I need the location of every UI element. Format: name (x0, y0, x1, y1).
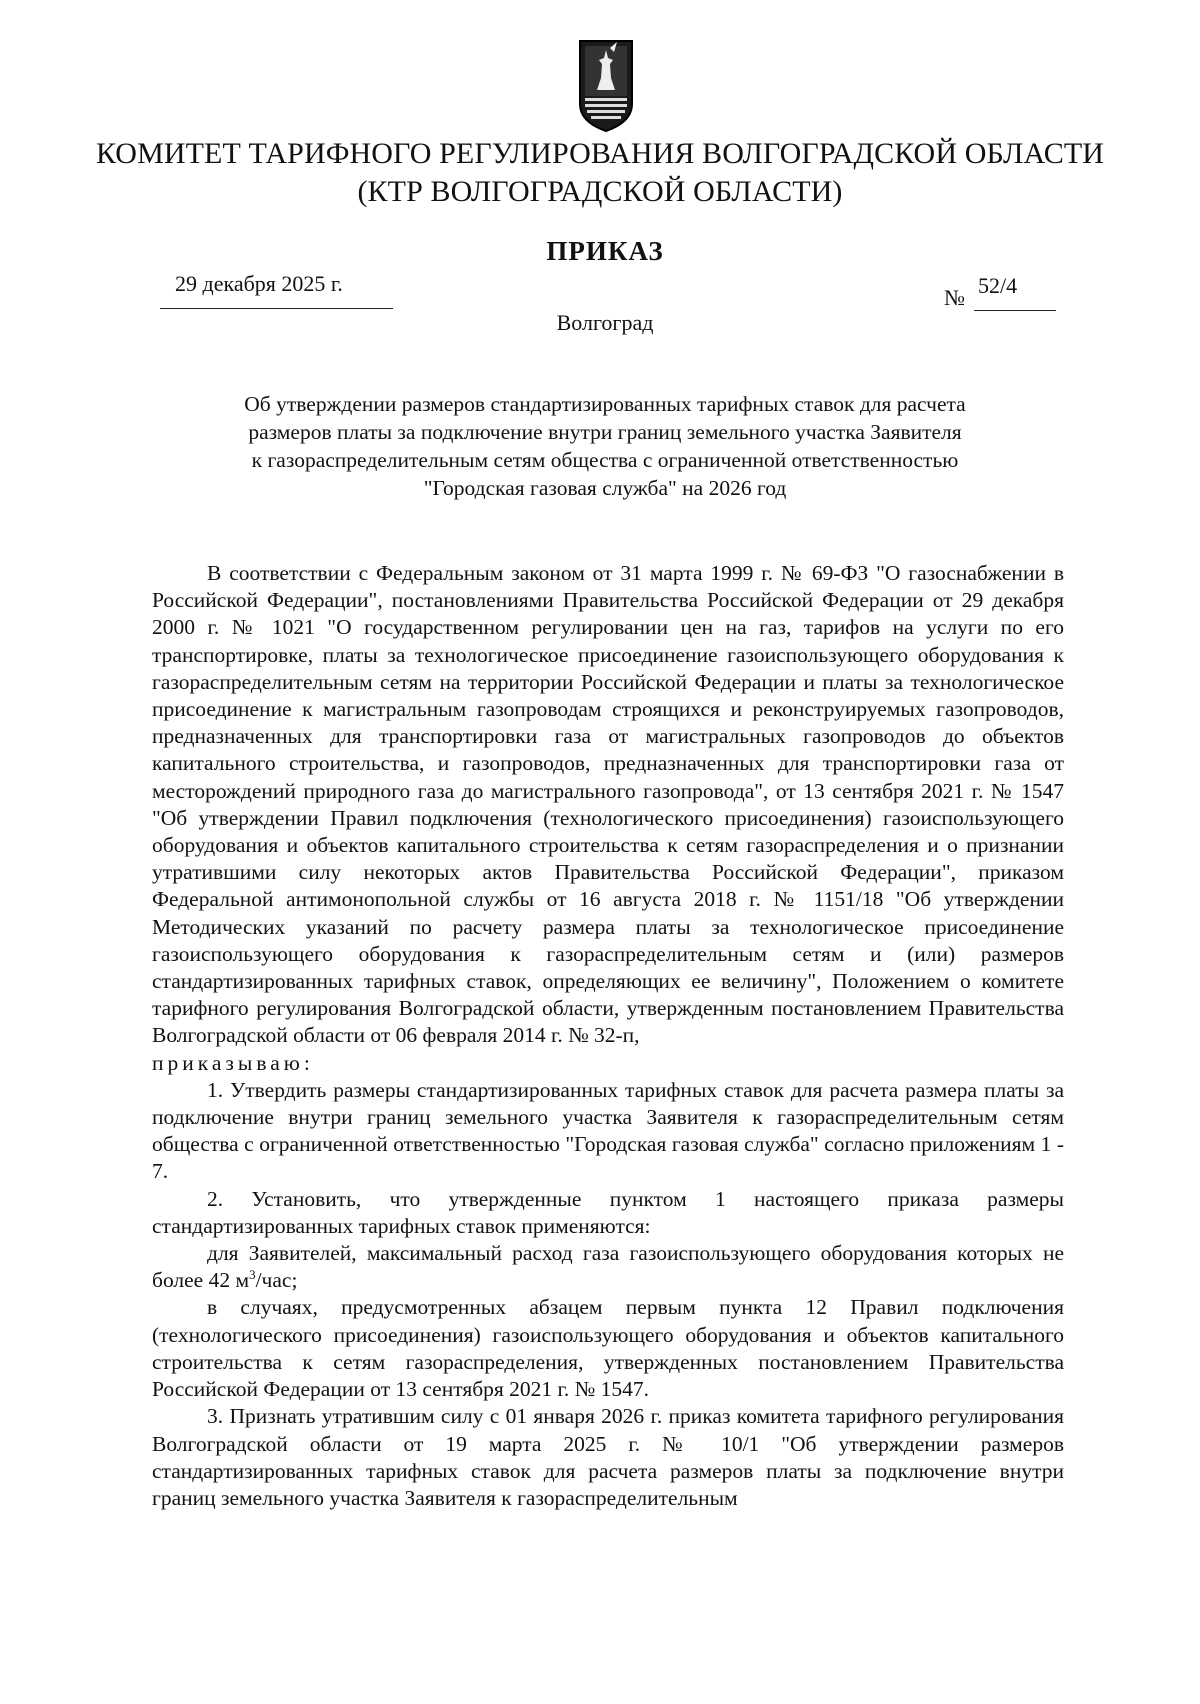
order-date: 29 декабря 2025 г. (175, 271, 343, 296)
subject-line: к газораспределительным сетям общества с ограниченной ответственностью (251, 448, 959, 472)
organization-abbreviation: (КТР ВОЛГОГРАДСКОЙ ОБЛАСТИ) (357, 175, 843, 208)
subject-line: размеров платы за подключение внутри границ земельного участка Заявителя (248, 420, 962, 444)
clause-a-unit: /час; (255, 1268, 298, 1293)
document-body (152, 560, 1064, 1512)
superscript: 3 (249, 1267, 256, 1283)
order-subject (180, 390, 1030, 502)
preamble-paragraph: В соответствии с Федеральным законом от 31 марта 1999 г. № 69-ФЗ "О газоснабжении в Российской Федерации", постановлениями Правительства Российской Федерации от 29 декабря 2000 г. № 1021 "О государственном регулировании цен на газ, тарифов на услуги по его транспортировке, платы за технологическое присоединение газоиспользующего оборудования к газораспределительным сетям на территории Российской Федерации и платы за технологическое присоединение к магистральным газопроводам строящихся и реконструируемых газопроводов, предназначенных для транспортировки газа от магистральных газопроводов до объектов капитального строительства, и газопроводов, предназначенных для транспортировки газа от месторождений природного газа до магистрального газопровода", от 13 сентября 2021 г. № 1547 "Об утверждении Правил подключения (технологического присоединения) газоиспользующего оборудования и объектов капитального строительства к сетям газораспределения и о признании утратившими силу некоторых актов Правительства Российской Федерации", приказом Федеральной антимонопольной службы от 16 августа 2018 г. № 1151/18 "Об утверждении Методических указаний по расчету размера платы за технологическое присоединение газоиспользующего оборудования к газораспределительным сетям и (или) размеров стандартизированных тарифных ставок, определяющих ее величину", Положением о комитете тарифного регулирования Волгоградской области, утвержденным постановлением Правительства Волгоградской области от 06 февраля 2014 г. № 32-п, (152, 561, 1064, 1048)
document-title: ПРИКАЗ (546, 236, 664, 266)
item-2-paragraph: 2. Установить, что утвержденные пунктом 1 настоящего приказа размеры стандартизированных тарифных ставок применяются: (152, 1186, 1064, 1238)
item-1-paragraph: 1. Утвердить размеры стандартизированных тарифных ставок для расчета размера платы за подключение внутри границ земельного участка Заявителя к газораспределительным сетям общества с ограниченной ответственностью "Городская газовая служба" согласно приложениям 1 - 7. (152, 1077, 1064, 1184)
number-sign: № (944, 285, 965, 310)
item-3-paragraph: 3. Признать утратившим силу с 01 января 2026 г. приказ комитета тарифного регулирования Волгоградской области от 19 марта 2025 г. № 10/1 "Об утверждении размеров стандартизированных тарифных ставок для расчета размеров платы за подключение внутри границ земельного участка Заявителя к газораспределительным (152, 1404, 1064, 1510)
order-number: 52/4 (978, 273, 1018, 298)
order-word: приказываю: (152, 1050, 314, 1075)
subject-line: "Городская газовая служба" на 2026 год (423, 476, 787, 500)
city: Волгоград (556, 310, 654, 335)
organization-name: КОМИТЕТ ТАРИФНОГО РЕГУЛИРОВАНИЯ ВОЛГОГРАДСКОЙ ОБЛАСТИ (95, 137, 1105, 170)
subject-line: Об утверждении размеров стандартизированных тарифных ставок для расчета (244, 392, 966, 416)
date-underline (160, 308, 393, 309)
clause-a-text: для Заявителей, максимальный расход газа газоиспользующего оборудования которых не более 42 м (152, 1241, 1064, 1293)
item-2-clause-a (152, 1240, 1064, 1294)
item-2-clause-b: в случаях, предусмотренных абзацем первым пункта 12 Правил подключения (технологического присоединения) газоиспользующего оборудования и объектов капитального строительства к сетям газораспределения, утвержденных постановлением Правительства Российской Федерации от 13 сентября 2021 г. № 1547. (152, 1295, 1064, 1402)
coat-of-arms-icon (577, 38, 635, 134)
